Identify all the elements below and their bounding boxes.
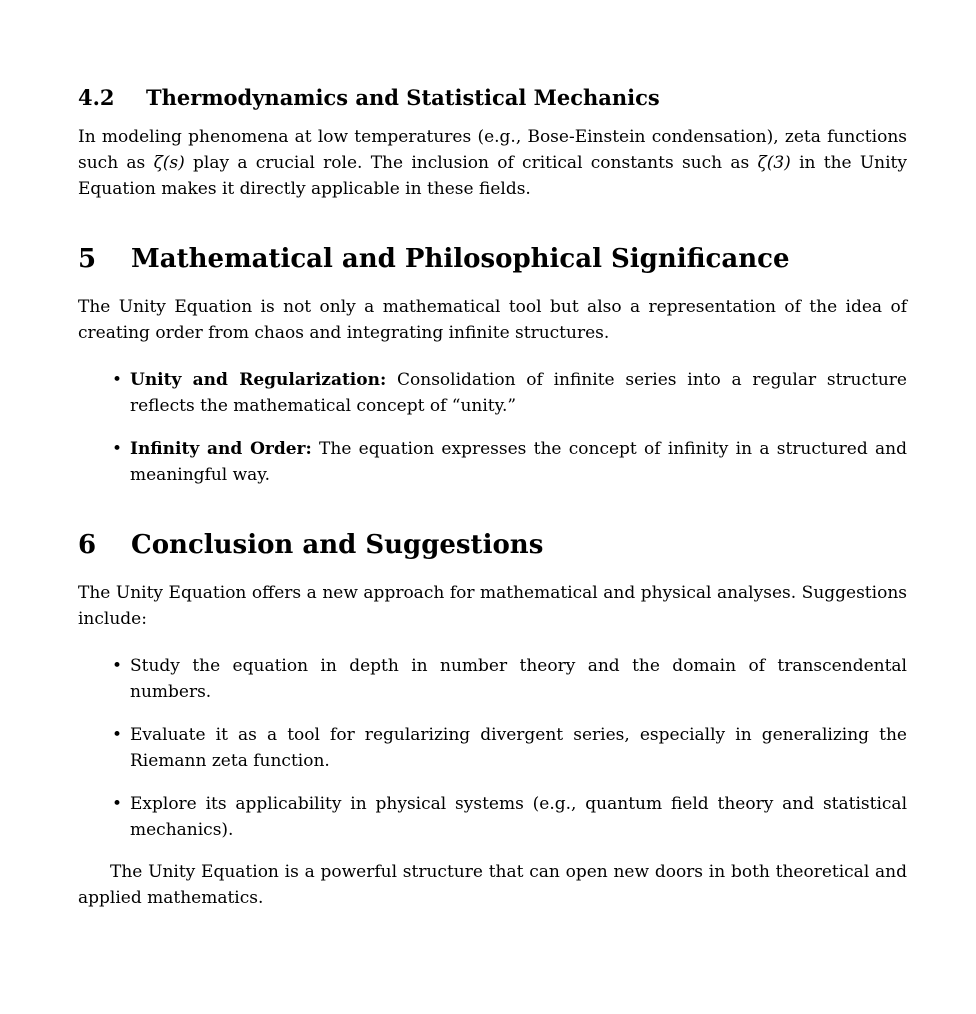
list-item [78, 436, 907, 488]
bullet-text: Evaluate it as a tool for regularizing divergent series, especially in generalizing the Riemann zeta function. [130, 725, 907, 771]
list-item [78, 367, 907, 419]
section-title: Mathematical and Philosophical Significance [131, 244, 790, 274]
bullet-text: Consolidation of infinite series into a regular structure reflects the mathematical concept of “unity.” [130, 370, 907, 416]
section-number: 6 [78, 530, 97, 560]
section-heading-5 [78, 244, 907, 274]
subsection-title: Thermodynamics and Statistical Mechanics [146, 85, 660, 110]
list-item-content [130, 653, 907, 705]
subsection-number: 4.2 [78, 85, 115, 110]
bullet-label: Infinity and Order: [130, 439, 312, 459]
bullet-marker: • [112, 439, 123, 459]
section-heading-6 [78, 530, 907, 560]
list-item-content [130, 722, 907, 774]
inline-math-zeta-3: ζ(3) [757, 153, 791, 173]
list-item-content [130, 367, 907, 419]
list-item-content [130, 436, 907, 488]
section-title: Conclusion and Suggestions [131, 530, 544, 560]
subsection-heading-4-2 [78, 86, 907, 110]
list-item [78, 722, 907, 774]
bullet-text: Study the equation in depth in number theory and the domain of transcendental numbers. [130, 656, 907, 702]
bullet-marker: • [112, 370, 123, 390]
paragraph-conclusion-intro: The Unity Equation offers a new approach for mathematical and physical analyses. Suggestions include: [78, 583, 907, 629]
list-item [78, 653, 907, 705]
bullet-marker: • [112, 656, 123, 676]
paper-content [78, 86, 907, 911]
paragraph-thermodynamics [78, 124, 907, 202]
closing-paragraph: The Unity Equation is a powerful structure that can open new doors in both theoretical and applied mathematics. [78, 862, 907, 908]
inline-math-zeta-s: ζ(s) [153, 153, 185, 173]
bullet-list-suggestions [78, 653, 907, 843]
bullet-list-significance [78, 367, 907, 488]
paragraph-significance: The Unity Equation is not only a mathematical tool but also a representation of the idea of creating order from chaos and integrating infinite structures. [78, 297, 907, 343]
bullet-label: Unity and Regularization: [130, 370, 387, 390]
list-item [78, 791, 907, 843]
paragraph-text: play a crucial role. The inclusion of critical constants such as [184, 153, 758, 173]
bullet-text: Explore its applicability in physical systems (e.g., quantum field theory and statistical mechanics). [130, 794, 907, 840]
bullet-marker: • [112, 725, 123, 745]
paragraph-text: in the Unity Equation makes it directly applicable in these fields. [78, 153, 907, 199]
paragraph-text: In modeling phenomena at low temperatures (e.g., Bose-Einstein condensation), zeta functions such as [78, 127, 907, 173]
bullet-text: The equation expresses the concept of infinity in a structured and meaningful way. [130, 439, 907, 485]
bullet-marker: • [112, 794, 123, 814]
list-item-content [130, 791, 907, 843]
section-number: 5 [78, 244, 97, 274]
